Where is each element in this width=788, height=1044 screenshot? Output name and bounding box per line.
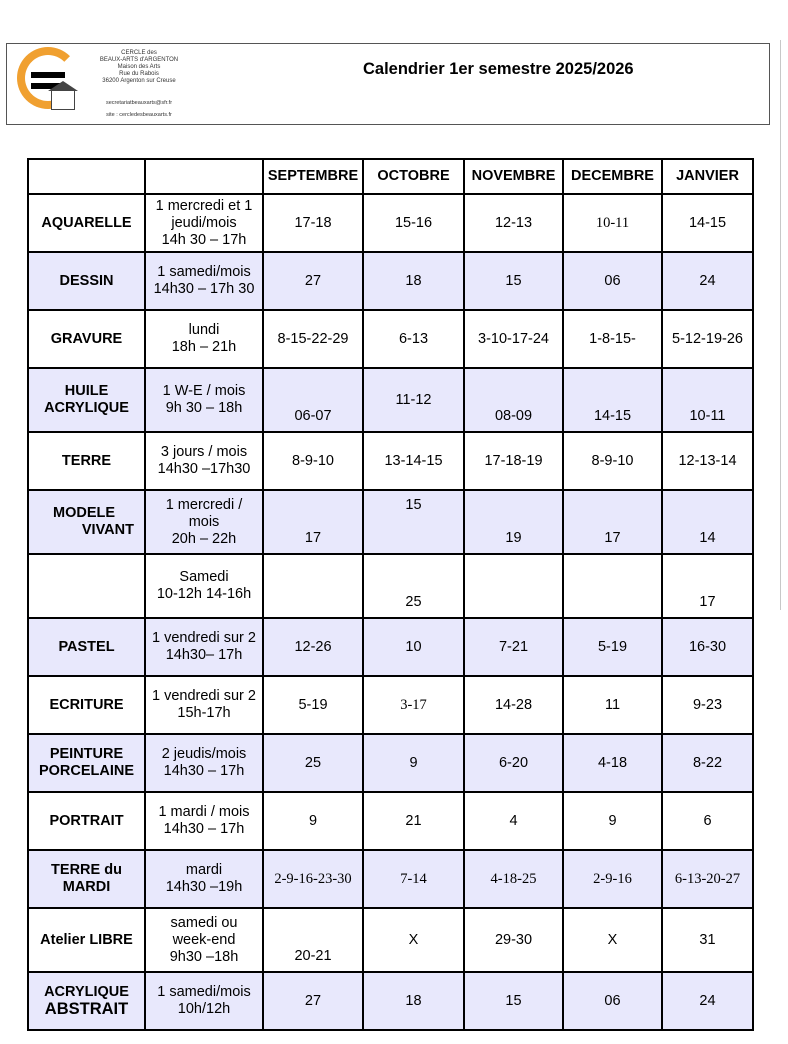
- date-cell: 1-8-15-: [563, 310, 662, 368]
- subject-line: PEINTURE: [49, 746, 124, 762]
- date-cell: 13-14-15: [363, 432, 464, 490]
- table-row: [28, 368, 753, 432]
- subject-cell: GRAVURE: [28, 310, 145, 368]
- date-cell: 8-9-10: [263, 432, 363, 490]
- subject-line: VIVANT: [81, 522, 134, 538]
- logo-bar-icon: [31, 72, 65, 78]
- schedule-cell: 1 mardi / mois 14h30 – 17h: [145, 792, 263, 850]
- logo: [11, 46, 201, 122]
- date-cell: 9-23: [662, 676, 753, 734]
- schedule-cell: 1 vendredi sur 2 15h-17h: [145, 676, 263, 734]
- date-cell: 14-15: [563, 368, 662, 432]
- date-cell: 14: [662, 490, 753, 554]
- date-cell: 8-9-10: [563, 432, 662, 490]
- date-cell: 16-30: [662, 618, 753, 676]
- subject-line: MODELE: [53, 505, 116, 521]
- date-cell: 3-17: [363, 676, 464, 734]
- date-cell: 20-21: [263, 908, 363, 972]
- date-cell: 17: [563, 490, 662, 554]
- table-row: [28, 908, 753, 972]
- date-cell: 15-16: [363, 194, 464, 252]
- date-cell: 25: [263, 734, 363, 792]
- subject-line: PORCELAINE: [38, 763, 135, 779]
- table-row: [28, 432, 753, 490]
- date-cell: 24: [662, 972, 753, 1030]
- subject-cell: [28, 850, 145, 908]
- date-cell: [263, 554, 363, 618]
- logo-house-icon: [51, 90, 75, 110]
- date-cell: 06: [563, 252, 662, 310]
- subject-line: MARDI: [62, 879, 111, 895]
- table-row: [28, 554, 753, 618]
- subject-line: ABSTRAIT: [44, 1000, 129, 1018]
- date-cell: 17-18-19: [464, 432, 563, 490]
- date-cell: 7-21: [464, 618, 563, 676]
- date-cell: 27: [263, 972, 363, 1030]
- date-cell: 24: [662, 252, 753, 310]
- date-cell: 3-10-17-24: [464, 310, 563, 368]
- contact-email: secretariatbeauxarts@sfr.fr: [105, 100, 173, 106]
- date-cell: 7-14: [363, 850, 464, 908]
- logo-text: [83, 50, 195, 85]
- date-cell: 29-30: [464, 908, 563, 972]
- corner-cell: [145, 159, 263, 194]
- date-cell: 06: [563, 972, 662, 1030]
- schedule-cell: samedi ou week-end 9h30 –18h: [145, 908, 263, 972]
- subject-cell: [28, 734, 145, 792]
- date-cell: 06-07: [263, 368, 363, 432]
- subject-cell: ECRITURE: [28, 676, 145, 734]
- calendar-table: [27, 158, 754, 1031]
- date-cell: 5-19: [563, 618, 662, 676]
- date-cell: X: [563, 908, 662, 972]
- date-cell: 17-18: [263, 194, 363, 252]
- date-cell: 6-20: [464, 734, 563, 792]
- date-cell: 9: [363, 734, 464, 792]
- date-cell: 19: [464, 490, 563, 554]
- page-edge-rule: [780, 40, 781, 610]
- schedule-cell: Samedi 10-12h 14-16h: [145, 554, 263, 618]
- header-box: [6, 43, 770, 125]
- table-row: [28, 252, 753, 310]
- logo-line: Maison des Arts: [117, 64, 161, 70]
- date-cell: 5-12-19-26: [662, 310, 753, 368]
- date-cell: 6: [662, 792, 753, 850]
- date-cell: 8-22: [662, 734, 753, 792]
- month-header: SEPTEMBRE: [263, 159, 363, 194]
- schedule-cell: 1 samedi/mois 14h30 – 17h 30: [145, 252, 263, 310]
- date-cell: 4: [464, 792, 563, 850]
- subject-cell: PORTRAIT: [28, 792, 145, 850]
- table-row: [28, 676, 753, 734]
- date-cell: X: [363, 908, 464, 972]
- subject-cell: AQUARELLE: [28, 194, 145, 252]
- date-cell: 11: [563, 676, 662, 734]
- table-row: [28, 310, 753, 368]
- page-title: Calendrier 1er semestre 2025/2026: [363, 60, 634, 78]
- date-cell: 14-15: [662, 194, 753, 252]
- date-cell: 10: [363, 618, 464, 676]
- date-cell: [464, 554, 563, 618]
- date-cell: 15: [464, 252, 563, 310]
- subject-cell: [28, 490, 145, 554]
- table-row: [28, 792, 753, 850]
- subject-cell: DESSIN: [28, 252, 145, 310]
- date-cell: 31: [662, 908, 753, 972]
- date-cell: 9: [263, 792, 363, 850]
- month-header: JANVIER: [662, 159, 753, 194]
- table-row: [28, 972, 753, 1030]
- date-cell: 17: [263, 490, 363, 554]
- date-cell: 08-09: [464, 368, 563, 432]
- schedule-cell: lundi 18h – 21h: [145, 310, 263, 368]
- table-row: [28, 194, 753, 252]
- date-cell: 10-11: [662, 368, 753, 432]
- logo-contact: [83, 97, 195, 121]
- subject-cell: PASTEL: [28, 618, 145, 676]
- subject-cell: Atelier LIBRE: [28, 908, 145, 972]
- date-cell: 9: [563, 792, 662, 850]
- corner-cell: [28, 159, 145, 194]
- date-cell: 12-13: [464, 194, 563, 252]
- date-cell: 25: [363, 554, 464, 618]
- schedule-cell: 3 jours / mois 14h30 –17h30: [145, 432, 263, 490]
- date-cell: 2-9-16-23-30: [263, 850, 363, 908]
- subject-line: ACRYLIQUE: [44, 984, 129, 1000]
- logo-line: 36200 Argenton sur Creuse: [102, 78, 176, 84]
- schedule-cell: mardi 14h30 –19h: [145, 850, 263, 908]
- subject-line: ACRYLIQUE: [44, 400, 129, 416]
- month-header: NOVEMBRE: [464, 159, 563, 194]
- date-cell: 11-12: [363, 368, 464, 432]
- date-cell: 4-18-25: [464, 850, 563, 908]
- date-cell: 4-18: [563, 734, 662, 792]
- table-row: [28, 490, 753, 554]
- date-cell: 15: [363, 490, 464, 554]
- subject-cell: [28, 972, 145, 1030]
- date-cell: 8-15-22-29: [263, 310, 363, 368]
- subject-line: HUILE: [64, 383, 109, 399]
- date-cell: [563, 554, 662, 618]
- date-cell: 18: [363, 252, 464, 310]
- month-header: OCTOBRE: [363, 159, 464, 194]
- subject-line: TERRE du: [51, 862, 122, 878]
- month-header: DECEMBRE: [563, 159, 662, 194]
- date-cell: 15: [464, 972, 563, 1030]
- schedule-cell: 1 mercredi / mois 20h – 22h: [145, 490, 263, 554]
- schedule-cell: 1 samedi/mois 10h/12h: [145, 972, 263, 1030]
- subject-cell: [28, 554, 145, 618]
- date-cell: 5-19: [263, 676, 363, 734]
- schedule-cell: 1 W-E / mois 9h 30 – 18h: [145, 368, 263, 432]
- date-cell: 6-13: [363, 310, 464, 368]
- schedule-cell: 1 mercredi et 1 jeudi/mois 14h 30 – 17h: [145, 194, 263, 252]
- date-cell: 10-11: [563, 194, 662, 252]
- contact-site: site : cercledesbeauxarts.fr: [106, 112, 172, 118]
- date-cell: 6-13-20-27: [662, 850, 753, 908]
- date-cell: 14-28: [464, 676, 563, 734]
- table-row: [28, 618, 753, 676]
- schedule-cell: 2 jeudis/mois 14h30 – 17h: [145, 734, 263, 792]
- table-row: [28, 850, 753, 908]
- date-cell: 17: [662, 554, 753, 618]
- table-row: [28, 734, 753, 792]
- logo-line: CERCLE des: [121, 50, 157, 56]
- date-cell: 12-26: [263, 618, 363, 676]
- date-cell: 21: [363, 792, 464, 850]
- date-cell: 18: [363, 972, 464, 1030]
- date-cell: 2-9-16: [563, 850, 662, 908]
- logo-line: Rue du Rabois: [119, 71, 159, 77]
- subject-cell: TERRE: [28, 432, 145, 490]
- date-cell: 27: [263, 252, 363, 310]
- schedule-cell: 1 vendredi sur 2 14h30– 17h: [145, 618, 263, 676]
- date-cell: 12-13-14: [662, 432, 753, 490]
- header-row: [28, 159, 753, 194]
- subject-cell: [28, 368, 145, 432]
- logo-line: BEAUX-ARTS d'ARGENTON: [99, 57, 179, 63]
